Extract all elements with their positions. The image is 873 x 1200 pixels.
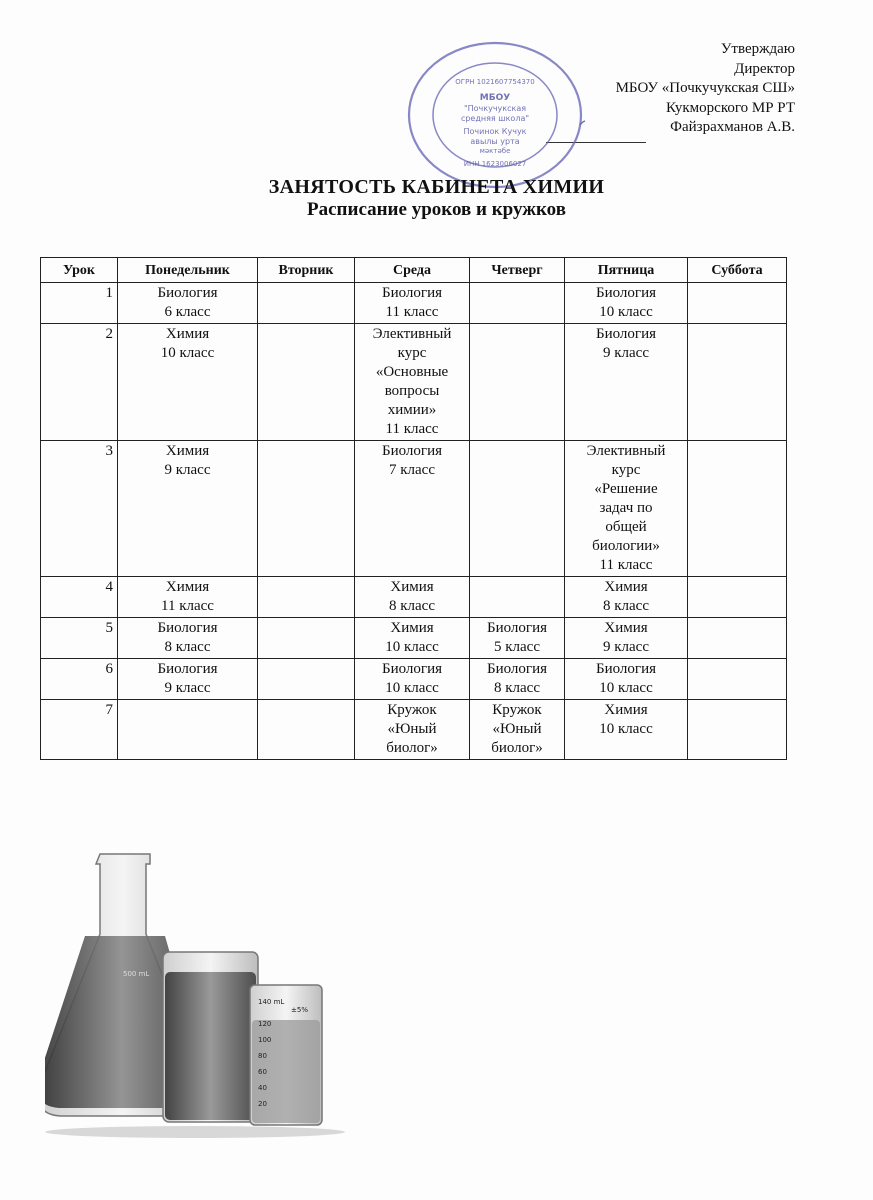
tick-label: 120: [258, 1020, 272, 1028]
schedule-cell: [688, 659, 787, 700]
schedule-cell: [118, 700, 258, 760]
schedule-cell: Химия 9 класс: [118, 441, 258, 577]
schedule-cell: [258, 324, 355, 441]
schedule-cell: [470, 283, 565, 324]
lab-glassware-illustration: [45, 850, 345, 1140]
schedule-cell: Биология 10 класс: [565, 659, 688, 700]
schedule-cell: Химия 10 класс: [118, 324, 258, 441]
schedule-cell: [258, 283, 355, 324]
lesson-number-cell: 6: [41, 659, 118, 700]
schedule-cell: Биология 11 класс: [355, 283, 470, 324]
table-row: [41, 441, 787, 577]
page-subtitle: Расписание уроков и кружков: [307, 199, 566, 220]
schedule-cell: Биология 8 класс: [470, 659, 565, 700]
stamp-tat1: Починок Кучук: [463, 127, 527, 136]
stamp-tat3: мәктәбе: [479, 147, 511, 155]
tick-label: 40: [258, 1084, 267, 1092]
schedule-cell: Элективный курс «Решение задач по общей биологии» 11 класс: [565, 441, 688, 577]
header-cell: Понедельник: [118, 258, 258, 283]
schedule-table: [40, 257, 787, 760]
schedule-cell: Элективный курс «Основные вопросы химии» 11 класс: [355, 324, 470, 441]
stamp-inn: ИНН 1623006027: [463, 160, 527, 168]
schedule-cell: Биология 10 класс: [565, 283, 688, 324]
schedule-cell: Биология 5 класс: [470, 618, 565, 659]
stamp-tat2: авылы урта: [470, 137, 520, 146]
schedule-cell: [688, 441, 787, 577]
schedule-cell: Биология 7 класс: [355, 441, 470, 577]
lesson-number-cell: 4: [41, 577, 118, 618]
page-title: ЗАНЯТОСТЬ КАБИНЕТА ХИМИИ: [268, 176, 605, 198]
beaker-large-liquid: [165, 972, 256, 1120]
title-block: [0, 176, 873, 221]
stamp-ogrn: ОГРН 1021607754370: [455, 78, 535, 86]
approval-block: [616, 40, 795, 138]
schedule-cell: [258, 577, 355, 618]
stamp-org: МБОУ: [479, 93, 511, 103]
tick-label: 100: [258, 1036, 272, 1044]
header-cell: Суббота: [688, 258, 787, 283]
schedule-cell: [470, 324, 565, 441]
beaker-volume-label: 140 mL: [258, 998, 285, 1006]
header-cell: Среда: [355, 258, 470, 283]
header-cell: Пятница: [565, 258, 688, 283]
approval-line: Файзрахманов А.В.: [670, 119, 795, 135]
beaker-tolerance: ±5%: [291, 1006, 308, 1014]
tick-label: 20: [258, 1100, 267, 1108]
lesson-number-cell: 3: [41, 441, 118, 577]
approval-line: Директор: [734, 60, 795, 77]
table-row: [41, 283, 787, 324]
schedule-cell: Кружок «Юный биолог»: [470, 700, 565, 760]
stamp-name1: "Почкучукская: [463, 104, 527, 113]
flask-label: 500 mL: [123, 970, 150, 978]
approval-line: Кукморского МР РТ: [666, 99, 795, 116]
lesson-number-cell: 7: [41, 700, 118, 760]
schedule-cell: Химия 10 класс: [565, 700, 688, 760]
schedule-cell: Биология 9 класс: [565, 324, 688, 441]
round-stamp: [405, 40, 585, 190]
tick-label: 60: [258, 1068, 267, 1076]
schedule-cell: [688, 283, 787, 324]
schedule-cell: Химия 11 класс: [118, 577, 258, 618]
approval-line: Утверждаю: [720, 41, 795, 57]
header-cell: Вторник: [258, 258, 355, 283]
stamp-name2: средняя школа": [460, 114, 530, 123]
header-cell: Урок: [41, 258, 118, 283]
schedule-cell: Химия 10 класс: [355, 618, 470, 659]
schedule-cell: [688, 700, 787, 760]
table-row: [41, 324, 787, 441]
schedule-cell: Биология 6 класс: [118, 283, 258, 324]
schedule-cell: [470, 441, 565, 577]
lesson-number-cell: 5: [41, 618, 118, 659]
schedule-cell: Химия 9 класс: [565, 618, 688, 659]
schedule-cell: [258, 618, 355, 659]
reflection-shadow: [45, 1126, 345, 1138]
schedule-cell: Химия 8 класс: [565, 577, 688, 618]
signature-scribble: [580, 121, 585, 139]
schedule-cell: [688, 618, 787, 659]
schedule-cell: [688, 577, 787, 618]
lesson-number-cell: 1: [41, 283, 118, 324]
table-row: [41, 618, 787, 659]
schedule-cell: Биология 8 класс: [118, 618, 258, 659]
schedule-cell: [258, 700, 355, 760]
approval-line: МБОУ «Почкучукская СШ»: [615, 80, 795, 96]
schedule-cell: [688, 324, 787, 441]
schedule-cell: Химия 8 класс: [355, 577, 470, 618]
header-cell: Четверг: [470, 258, 565, 283]
schedule-cell: Биология 9 класс: [118, 659, 258, 700]
schedule-cell: Биология 10 класс: [355, 659, 470, 700]
schedule-cell: [258, 441, 355, 577]
table-row: [41, 577, 787, 618]
table-row: [41, 659, 787, 700]
table-header-row: [41, 258, 787, 283]
table-row: [41, 700, 787, 760]
tick-label: 80: [258, 1052, 267, 1060]
schedule-cell: [470, 577, 565, 618]
lesson-number-cell: 2: [41, 324, 118, 441]
schedule-cell: [258, 659, 355, 700]
schedule-cell: Кружок «Юный биолог»: [355, 700, 470, 760]
